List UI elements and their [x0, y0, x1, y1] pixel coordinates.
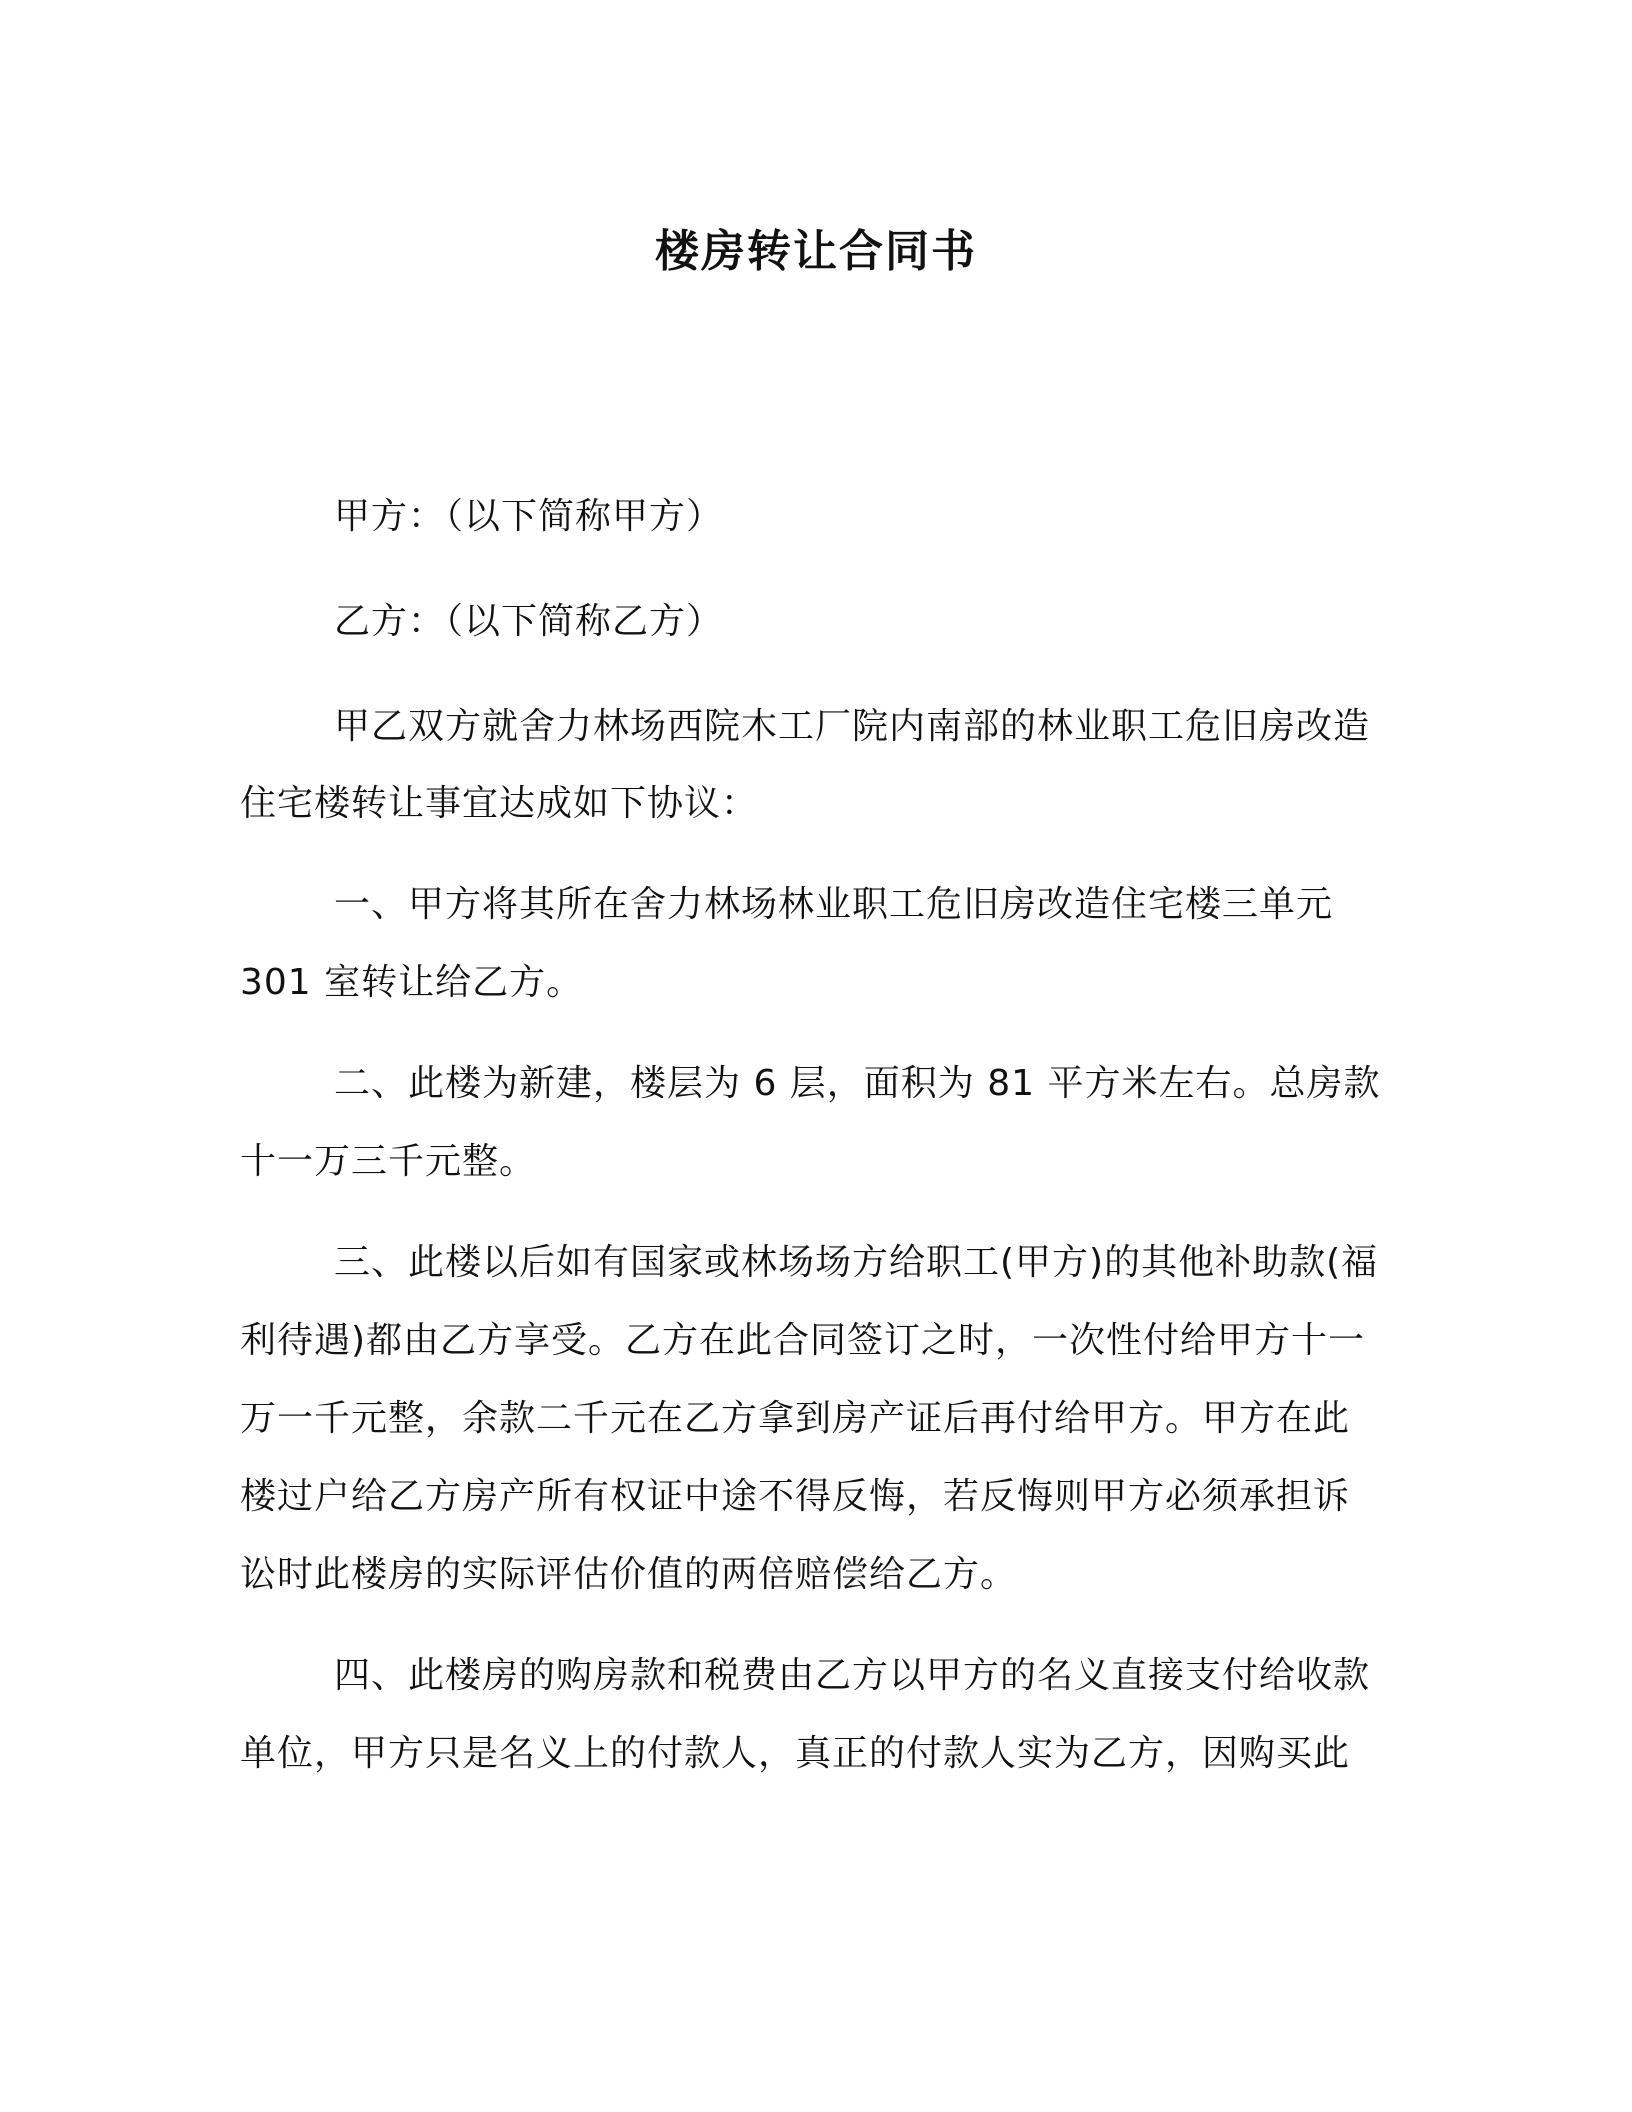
- party-a-line: 甲方：（以下简称甲方）: [334, 496, 724, 537]
- intro-line-1: 甲乙双方就舍力林场西院木工厂院内南部的林业职工危旧房改造: [334, 706, 1371, 747]
- clause4-line-2: 单位，甲方只是名义上的付款人，真正的付款人实为乙方，因购买此: [240, 1733, 1351, 1774]
- clause3-line-4: 楼过户给乙方房产所有权证中途不得反悔，若反悔则甲方必须承担诉: [240, 1476, 1351, 1517]
- clause3-line-5: 讼时此楼房的实际评估价值的两倍赔偿给乙方。: [240, 1554, 1018, 1595]
- clause4-line-1: 四、此楼房的购房款和税费由乙方以甲方的名义直接支付给收款: [334, 1655, 1371, 1696]
- clause2-line-2: 十一万三千元整。: [240, 1141, 537, 1182]
- clause1-line-1: 一、甲方将其所在舍力林场林业职工危旧房改造住宅楼三单元: [334, 884, 1334, 925]
- clause3-line-2: 利待遇)都由乙方享受。乙方在此合同签订之时，一次性付给甲方十一: [240, 1320, 1366, 1361]
- clause3-line-1: 三、此楼以后如有国家或林场场方给职工(甲方)的其他补助款(福: [334, 1242, 1379, 1283]
- intro-line-2: 住宅楼转让事宜达成如下协议：: [240, 783, 759, 824]
- document-title: 楼房转让合同书: [655, 226, 977, 277]
- clause3-line-3: 万一千元整，余款二千元在乙方拿到房产证后再付给甲方。甲方在此: [240, 1398, 1351, 1439]
- party-b-line: 乙方：（以下简称乙方）: [334, 601, 724, 642]
- clause1-line-2: 301 室转让给乙方。: [240, 962, 584, 1003]
- clause2-line-1: 二、此楼为新建，楼层为 6 层，面积为 81 平方米左右。总房款: [334, 1063, 1381, 1104]
